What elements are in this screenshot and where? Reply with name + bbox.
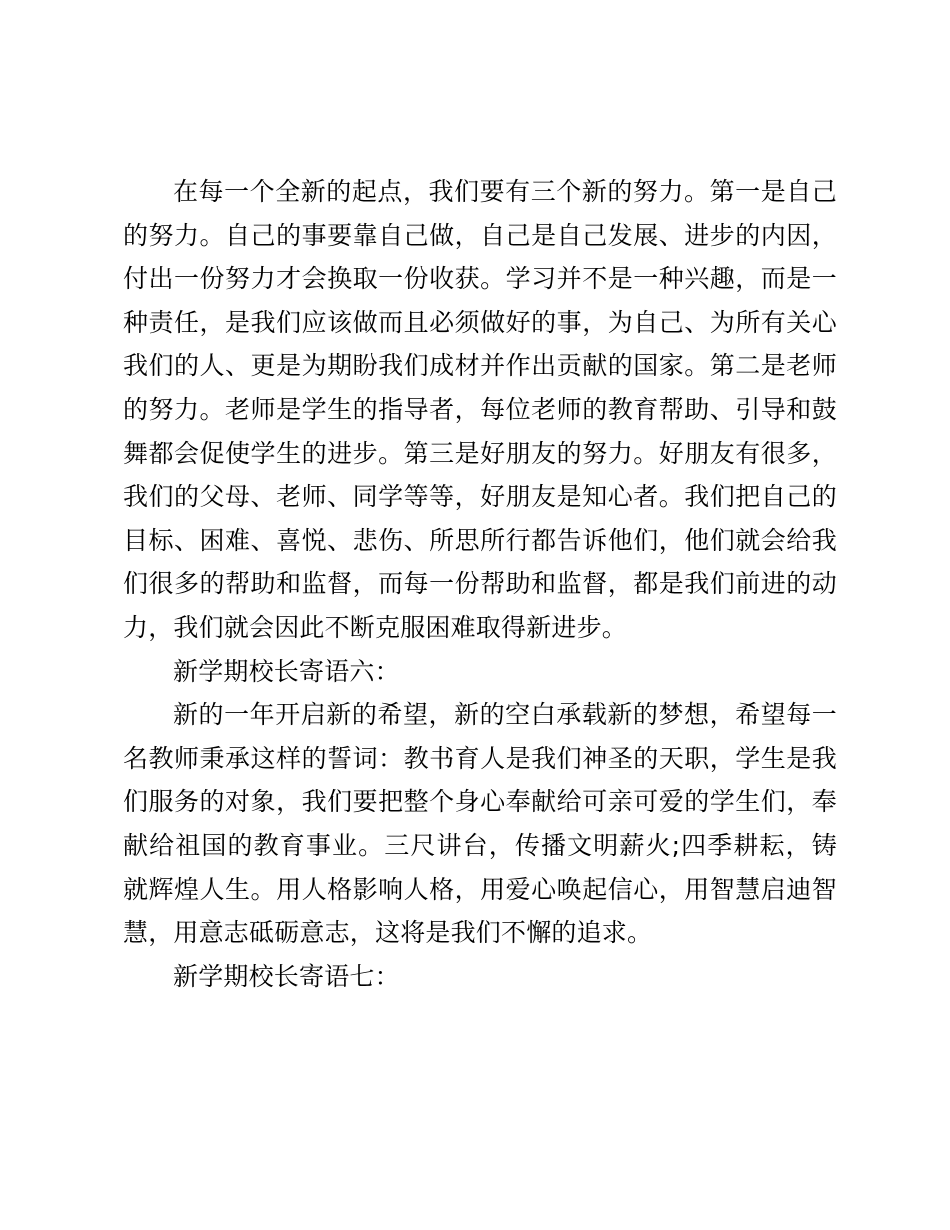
document-body [123,170,837,998]
heading-message-seven: 新学期校长寄语七： [173,961,400,991]
paragraph-effort: 在每一个全新的起点，我们要有三个新的努力。第一是自己的努力。自己的事要靠自己做，自己是自己发展、进步的内因，付出一份努力才会换取一份收获。学习并不是一种兴趣，而是一种责任，是我们应该做而且必须做好的事，为自己、为所有关心我们的人、更是为期盼我们成材并作出贡献的国家。第二是老师的努力。老师是学生的指导者，每位老师的教育帮助、引导和鼓舞都会促使学生的进步。第三是好朋友的努力。好朋友有很多，我们的父母、老师、同学等等，好朋友是知心者。我们把自己的目标、困难、喜悦、悲伤、所思所行都告诉他们，他们就会给我们很多的帮助和监督，而每一份帮助和监督，都是我们前进的动力，我们就会因此不断克服困难取得新进步。 [123,177,837,642]
paragraph-new-year-hope: 新的一年开启新的希望，新的空白承载新的梦想，希望每一名教师秉承这样的誓词：教书育人是我们神圣的天职，学生是我们服务的对象，我们要把整个身心奉献给可亲可爱的学生们，奉献给祖国的教育事业。三尺讲台，传播文明薪火;四季耕耘，铸就辉煌人生。用人格影响人格，用爱心唤起信心，用智慧启迪智慧，用意志砥砺意志，这将是我们不懈的追求。 [123,700,837,948]
heading-message-six: 新学期校长寄语六： [173,656,400,686]
